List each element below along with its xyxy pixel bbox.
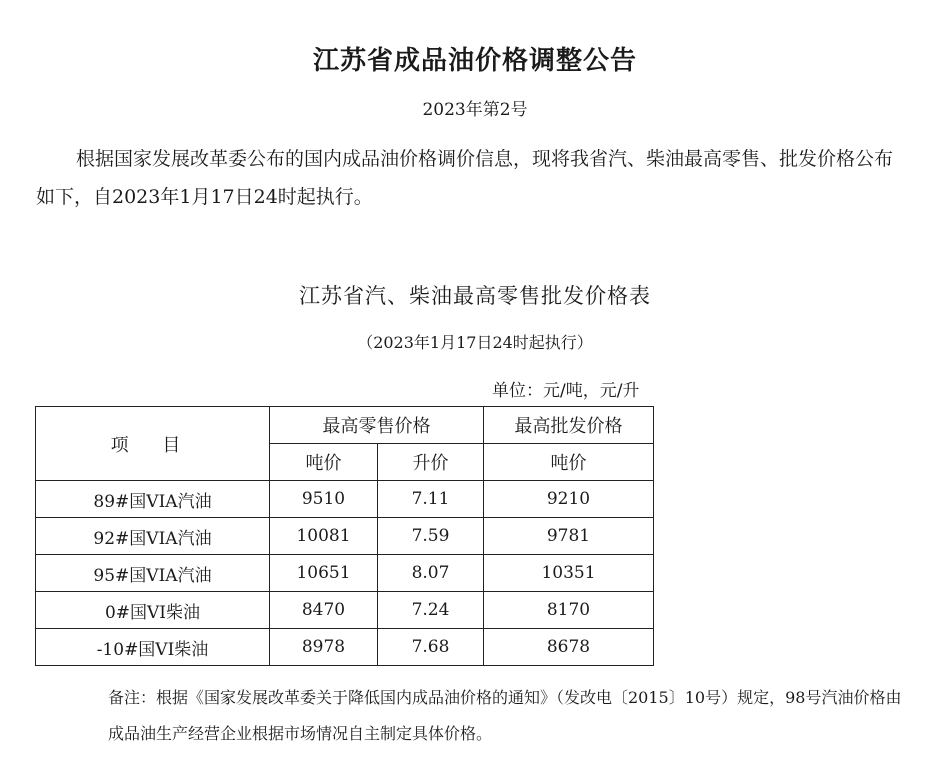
cell-wholesale-ton: 8170 — [484, 592, 654, 629]
cell-item: 95#国VIA汽油 — [36, 555, 270, 592]
cell-wholesale-ton: 10351 — [484, 555, 654, 592]
header-retail: 最高零售价格 — [270, 407, 484, 444]
cell-item: -10#国VI柴油 — [36, 629, 270, 666]
cell-wholesale-ton: 9210 — [484, 481, 654, 518]
table-title: 江苏省汽、柴油最高零售批发价格表 — [299, 284, 651, 308]
issue-number: 2023年第2号 — [422, 100, 528, 120]
cell-retail-liter: 7.68 — [378, 629, 484, 666]
cell-retail-ton: 9510 — [270, 481, 378, 518]
cell-retail-ton: 10651 — [270, 555, 378, 592]
header-wholesale: 最高批发价格 — [484, 407, 654, 444]
cell-retail-ton: 8470 — [270, 592, 378, 629]
footnote: 备注：根据《国家发展改革委关于降低国内成品油价格的通知》（发改电〔2015〕10号）规定，98号汽油价格由成品油生产经营企业根据市场情况自主制定具体价格。 — [108, 688, 902, 743]
page-title: 江苏省成品油价格调整公告 — [312, 46, 637, 76]
header-retail-ton: 吨价 — [270, 444, 378, 481]
table-row — [36, 518, 654, 555]
table-row — [36, 555, 654, 592]
cell-retail-ton: 8978 — [270, 629, 378, 666]
table-row — [36, 481, 654, 518]
cell-wholesale-ton: 9781 — [484, 518, 654, 555]
cell-retail-liter: 8.07 — [378, 555, 484, 592]
cell-item: 0#国VI柴油 — [36, 592, 270, 629]
cell-retail-liter: 7.11 — [378, 481, 484, 518]
cell-item: 89#国VIA汽油 — [36, 481, 270, 518]
header-item: 项 目 — [36, 407, 270, 481]
cell-retail-liter: 7.59 — [378, 518, 484, 555]
cell-retail-liter: 7.24 — [378, 592, 484, 629]
header-retail-liter: 升价 — [378, 444, 484, 481]
cell-item: 92#国VIA汽油 — [36, 518, 270, 555]
cell-retail-ton: 10081 — [270, 518, 378, 555]
cell-wholesale-ton: 8678 — [484, 629, 654, 666]
unit-label: 单位：元/吨，元/升 — [492, 381, 640, 401]
table-row — [36, 592, 654, 629]
table-row — [36, 629, 654, 666]
header-wholesale-ton: 吨价 — [484, 444, 654, 481]
price-table — [35, 406, 654, 666]
intro-paragraph: 根据国家发展改革委公布的国内成品油价格调价信息，现将我省汽、柴油最高零售、批发价格公布如下，自2023年1月17日24时起执行。 — [36, 148, 894, 208]
execution-time-note: （2023年1月17日24时起执行） — [357, 333, 593, 352]
header-row — [36, 407, 654, 444]
